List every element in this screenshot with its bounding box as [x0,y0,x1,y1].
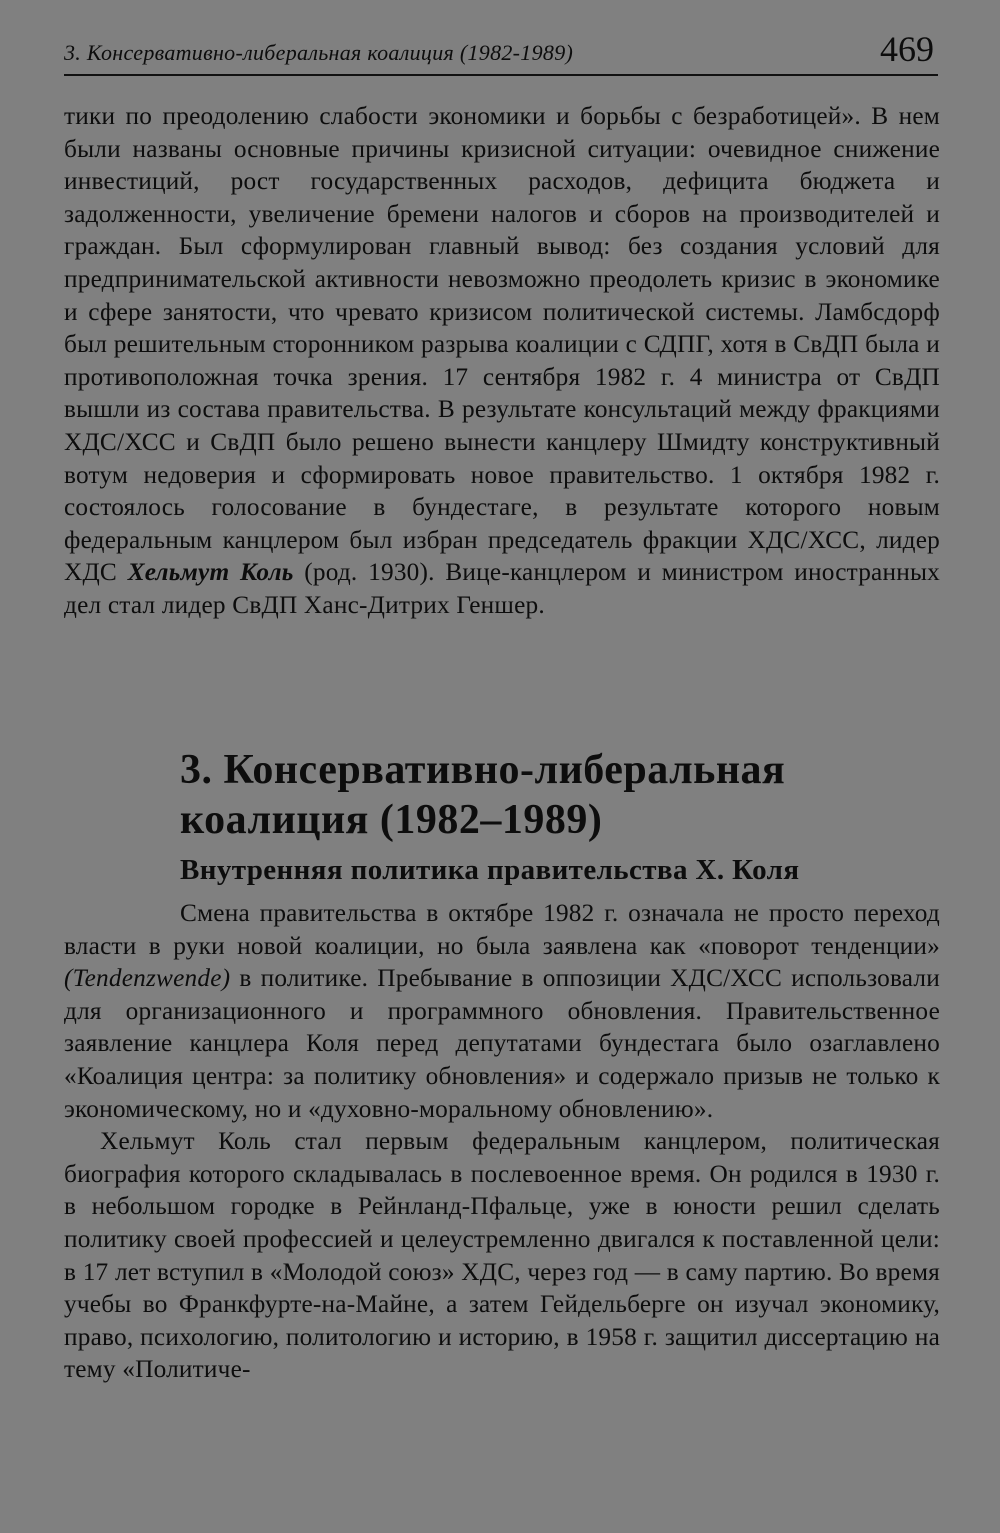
section-title-line: 3. Консервативно-либеральная [180,747,786,793]
paragraph-continued [64,100,940,622]
german-term: (Tendenzwende) [64,964,231,993]
paragraph [64,897,940,1125]
text-block-bottom [64,897,940,1386]
section-title [180,745,940,845]
running-title: 3. Консервативно-либеральная коалиция (1982-1989) [64,40,574,65]
text-block-top [64,100,940,622]
paragraph-text: Смена правительства в октябре 1982 г. означала не просто переход власти в руки новой коалиции, но была заявлена как «поворот тенденции» [64,899,940,960]
section-title-line: коалиция (1982–1989) [180,797,603,843]
paragraph-text: в политике. Пребывание в оппозиции ХДС/ХСС использовали для организационного и программного обновления. Правительственное заявление канцлера Коля перед депутатами бундестага было озаглавлено «Коалиция центра: за политику обновления» и содержало призыв не только к экономическому, но и «духовно-моральному обновлению». [64,964,940,1123]
paragraph-text: (род. 1930). Вице-канцлером и министром иностранных дел стал лидер СвДП Ханс-Дитрих Геншер. [64,558,940,619]
page-number: 469 [880,29,934,69]
subsection-title: Внутренняя политика правительства Х. Коля [180,854,800,886]
running-head [64,28,938,76]
paragraph: Хельмут Коль стал первым федеральным канцлером, политическая биография которого складывалась в послевоенное время. Он родился в 1930 г. в небольшом городке в Рейнланд-Пфальце, уже в юности решил сделать политику своей профессией и целеустремленно двигался к поставленной цели: в 17 лет вступил в «Молодой союз» ХДС, через год — в саму партию. Во время учебы во Франкфурте-на-Майне, а затем Гейдельберге он изучал экономику, право, психологию, политологию и историю, в 1958 г. защитил диссертацию на тему «Политиче- [64,1127,940,1384]
kohl-name-emphasis: Хельмут Коль [127,558,294,587]
paragraph-text: тики по преодолению слабости экономики и борьбы с безработицей». В нем были названы основные причины кризисной ситуации: очевидное снижение инвестиций, рост государственных расходов, дефицита бюджета и задолженности, увеличение бремени налогов и сборов на производителей и граждан. Был сформулирован главный вывод: без создания условий для предпринимательской активности невозможно преодолеть кризис в экономике и сфере занятости, что чревато кризисом политической системы. Ламбсдорф был решительным сторонником разрыва коалиции с СДПГ, хотя в СвДП была и противоположная точка зрения. 17 сентября 1982 г. 4 министра от СвДП вышли из состава правительства. В результате консультаций между фракциями ХДС/ХСС и СвДП было решено вынести канцлеру Шмидту конструктивный вотум недоверия и сформировать новое правительство. 1 октября 1982 г. состоялось голосование в бундестаге, в результате которого новым федеральным канцлером был избран председатель фракции ХДС/ХСС, лидер ХДС [64,102,940,587]
